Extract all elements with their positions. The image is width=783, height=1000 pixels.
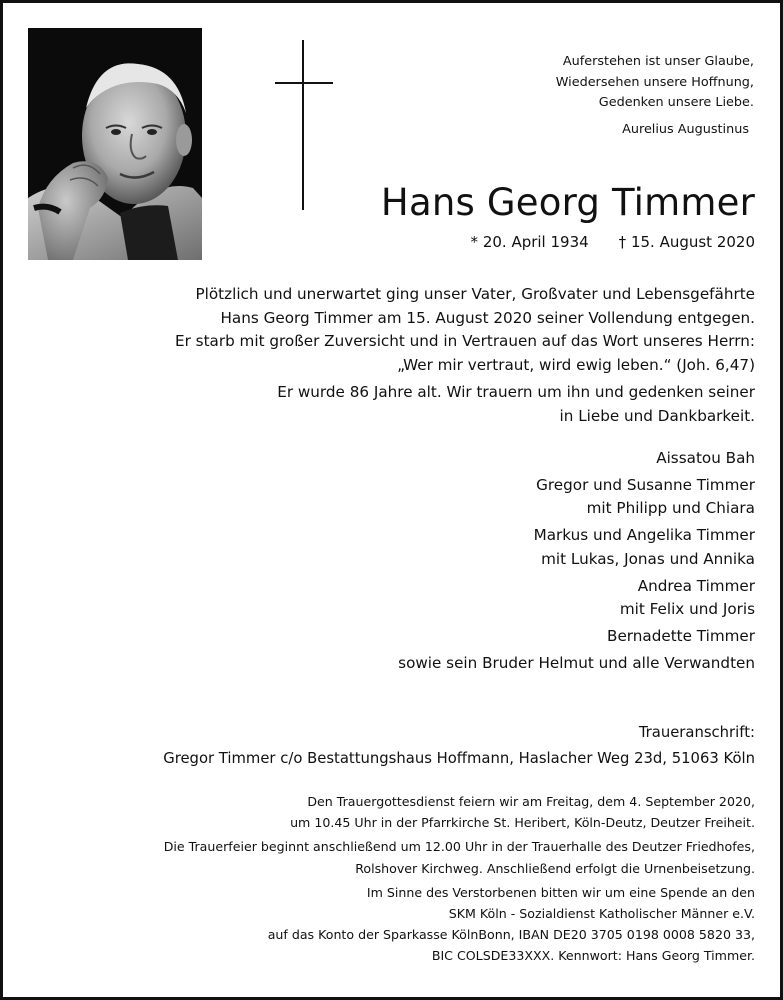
ceremony-line: Rolshover Kirchweg. Anschließend erfolgt die Urnenbeisetzung. — [355, 860, 755, 876]
ceremony-line: Die Trauerfeier beginnt anschließend um 12.00 Uhr in der Trauerhalle des Deutzer Friedhofes, — [163, 839, 755, 855]
address-label: Traueranschrift: — [638, 724, 755, 741]
mourner-group — [398, 652, 755, 675]
service-paragraph — [164, 791, 755, 833]
mourner-group — [398, 447, 755, 470]
mourner-line: Bernadette Timmer — [607, 627, 755, 646]
donation-paragraph — [164, 882, 755, 967]
closing-line: in Liebe und Dankbarkeit. — [559, 406, 755, 425]
birth-date: * 20. April 1934 — [470, 233, 589, 251]
announcement-line: Er starb mit großer Zuversicht und in Vertrauen auf das Wort unseres Herrn: — [175, 332, 755, 351]
closing-line: Er wurde 86 Jahre alt. Wir trauern um ihn und gedenken seiner — [277, 383, 755, 402]
address-text: Gregor Timmer c/o Bestattungshaus Hoffmann, Haslacher Weg 23d, 51063 Köln — [163, 750, 755, 767]
mourner-group — [398, 575, 755, 622]
mourner-group — [398, 625, 755, 648]
mourner-line: Andrea Timmer — [637, 576, 755, 595]
quote-line: Auferstehen ist unser Glaube, — [562, 54, 754, 69]
donation-line: Im Sinne des Verstorbenen bitten wir um eine Spende an den — [366, 884, 755, 900]
quote-line: Gedenken unsere Liebe. — [598, 95, 754, 110]
condolence-address — [163, 720, 755, 772]
cross-icon-bar — [275, 82, 333, 84]
announcement-line: Hans Georg Timmer am 15. August 2020 seiner Vollendung entgegen. — [220, 308, 755, 327]
mourner-group — [398, 474, 755, 521]
service-notes — [164, 791, 755, 967]
donation-line: SKM Köln - Sozialdienst Katholischer Männer e.V. — [448, 906, 755, 922]
mourner-line: mit Philipp und Chiara — [586, 499, 755, 518]
service-line: Den Trauergottesdienst feiern wir am Freitag, dem 4. September 2020, — [307, 794, 755, 809]
mourner-group — [398, 524, 755, 571]
quote-line: Wiedersehen unsere Hoffnung, — [555, 74, 754, 90]
mourners-list — [398, 447, 755, 679]
mourner-line: Markus und Angelika Timmer — [533, 526, 755, 545]
announcement-text — [175, 283, 755, 429]
service-line: um 10.45 Uhr in der Pfarrkirche St. Heribert, Köln-Deutz, Deutzer Freiheit. — [290, 815, 755, 831]
quote-author: Aurelius Augustinus — [622, 122, 749, 137]
mourner-line: Aissatou Bah — [656, 449, 755, 467]
ceremony-paragraph — [164, 836, 755, 878]
deceased-name: Hans Georg Timmer — [380, 181, 755, 224]
mourner-line: mit Lukas, Jonas und Annika — [541, 549, 755, 568]
death-date: † 15. August 2020 — [618, 233, 755, 251]
donation-line: auf das Konto der Sparkasse KölnBonn, IBAN DE20 3705 0198 0008 5820 33, — [267, 927, 755, 943]
memorial-quote — [556, 52, 754, 114]
mourner-line: mit Felix und Joris — [619, 600, 755, 619]
life-dates — [471, 232, 755, 252]
announcement-line: Plötzlich und unerwartet ging unser Vater, Großvater und Lebensgefährte — [195, 285, 755, 303]
mourner-line: Gregor und Susanne Timmer — [536, 476, 755, 495]
donation-line: BIC COLSDE33XXX. Kennwort: Hans Georg Timmer. — [431, 948, 755, 964]
portrait-photo — [28, 28, 202, 260]
announcement-line: „Wer mir vertraut, wird ewig leben.“ (Joh. 6,47) — [397, 355, 755, 374]
mourner-line: sowie sein Bruder Helmut und alle Verwandten — [398, 654, 755, 673]
cross-icon — [302, 40, 304, 210]
